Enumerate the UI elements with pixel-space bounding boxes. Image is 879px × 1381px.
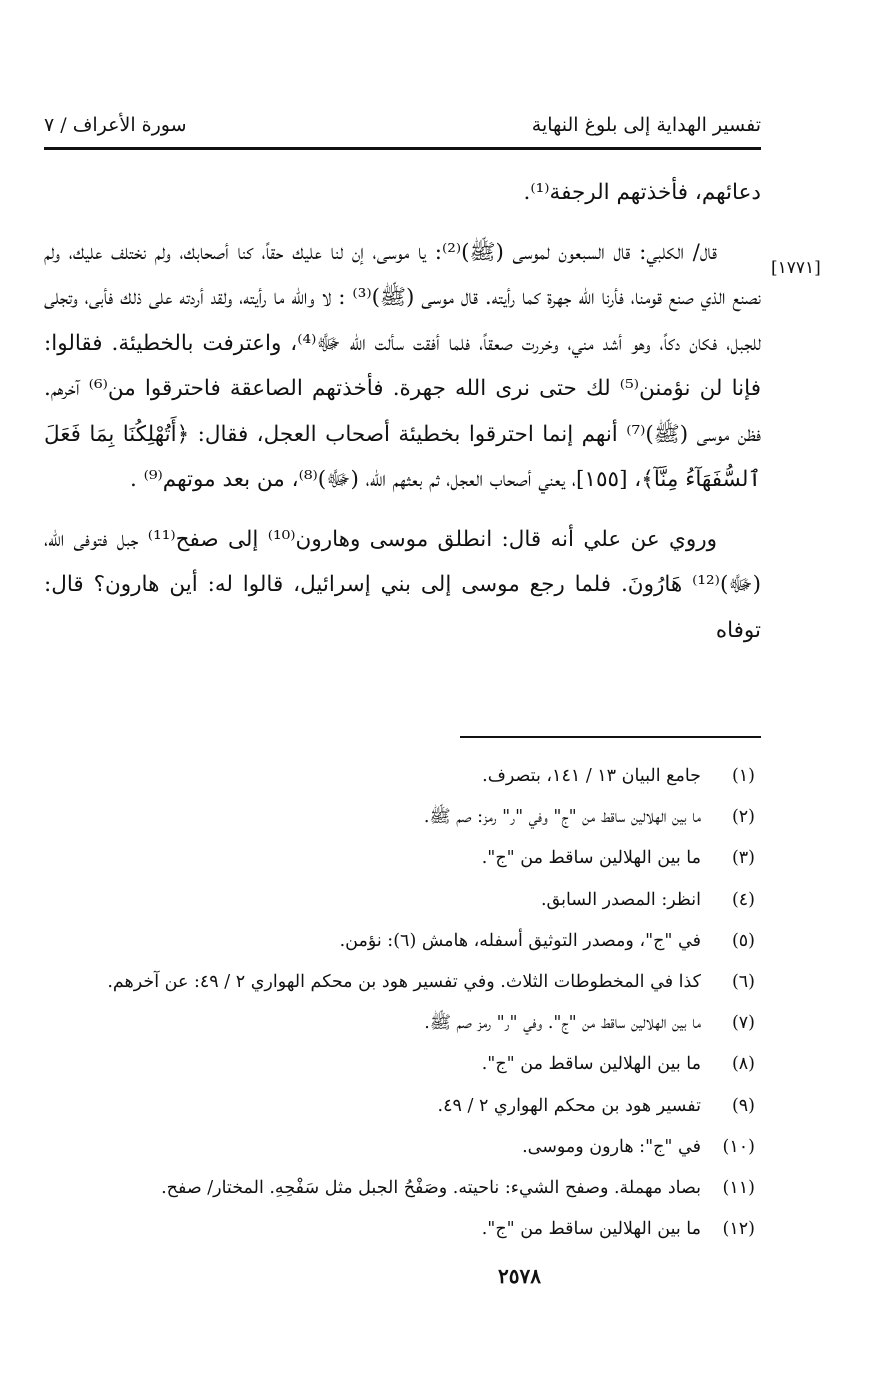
- footnote-item: [44, 1168, 755, 1209]
- manuscript-folio-marker: [١٧٧١]: [771, 258, 821, 278]
- footnote-text: تفسير هود بن محكم الهواري ٢ / ٤٩.: [437, 1095, 701, 1116]
- footnote-number: (٢): [731, 807, 755, 828]
- book-title: تفسير الهداية إلى بلوغ النهاية: [531, 114, 761, 136]
- footnote-text: ما بين الهلالين ساقط من "ج".: [481, 1219, 701, 1240]
- footnote-item: [44, 921, 755, 962]
- footnote-number: (١١): [722, 1178, 755, 1199]
- footnote-item: [44, 880, 755, 921]
- footnote-number: (٤): [731, 889, 755, 910]
- paragraph-2: قال/ الكلبي: قال السبعون لموسى (ﷺ)⁽²⁾: يا موسى، إن لنا عليك حقاً، كنا أصحابك، ولم نختلف عليك، ولم نصنع الذي صنع قومنا، فأرنا الله جهرة كما رأيته. قال موسى (ﷺ)⁽³⁾ : لا والله ما رأيته، ولقد أردته على ذلك فأبى، وتجلى للجبل، فكان دكاً، وهو أشد مني، وخررت صعقاً، فلما أفقت سألت الله ﷻ⁽⁴⁾، واعترفت بالخطيئة. فقالوا: فإنا لن نؤمنن⁽⁵⁾ لك حتى نرى الله جهرة. فأخذتهم الصاعقة فاحترقوا من⁽⁶⁾ آخرهم. فظن موسى (ﷺ)⁽⁷⁾ أنهم إنما احترقوا بخطيئة أصحاب العجل، فقال: ﴿أَتُهْلِكُنَا بِمَا فَعَلَ ٱلسُّفَهَآءُ مِنَّآ﴾، [١٥٥]، يعني أصحاب العجل، ثم بعثهم الله، (ﷻ)⁽⁸⁾، من بعد موتهم⁽⁹⁾ .: [44, 239, 761, 492]
- footnote-text: في "ج": هارون وموسى.: [522, 1136, 701, 1157]
- footnote-item: [44, 962, 755, 1003]
- footnote-item: [44, 797, 755, 838]
- page-number: ٢٥٧٨: [498, 1264, 541, 1288]
- footnote-text: في "ج"، ومصدر التوثيق أسفله، هامش (٦): نؤمن.: [339, 930, 701, 951]
- main-text: [44, 170, 761, 667]
- footnote-text: ما بين الهلالين ساقط من "ج".: [481, 1054, 701, 1075]
- footnote-item: [44, 1003, 755, 1044]
- footnotes-list: [44, 756, 755, 1250]
- paragraph-1: دعائهم، فأخذتهم الرجفة⁽¹⁾.: [523, 180, 761, 205]
- footnote-item: [44, 1044, 755, 1085]
- header-divider: [44, 147, 761, 150]
- footnote-divider: [460, 736, 761, 738]
- footnote-item: [44, 1086, 755, 1127]
- footnote-number: (١٢): [722, 1219, 755, 1240]
- footnote-text: ما بين الهلالين ساقط من "ج". وفي "ر" رمز صم ﷺ.: [424, 1013, 701, 1034]
- surah-label: سورة الأعراف / ٧: [44, 114, 187, 136]
- footnote-number: (١٠): [722, 1136, 755, 1157]
- footnote-number: (١): [731, 766, 755, 786]
- footnote-number: (٩): [731, 1095, 755, 1116]
- footnote-text: انظر: المصدر السابق.: [540, 889, 701, 910]
- paragraph-3: وروي عن علي أنه قال: انطلق موسى وهارون⁽¹⁰⁾ إلى صفح⁽¹¹⁾ جبل فتوفى الله، (ﷻ)⁽¹²⁾ هَارُونَ. فلما رجع موسى إلى بني إسرائيل، قالوا له: أين هارون؟ قال: توفاه: [44, 526, 761, 643]
- footnote-text: ما بين الهلالين ساقط من "ج" وفي "ر" رمز: صم ﷺ.: [423, 807, 701, 828]
- footnote-item: [44, 756, 755, 797]
- footnote-item: [44, 1209, 755, 1250]
- footnote-text: بصاد مهملة. وصفح الشيء: ناحيته. وصَفْحُ الجبل مثل سَفْحِهِ. المختار/ صفح.: [161, 1178, 701, 1199]
- footnote-text: كذا في المخطوطات الثلاث. وفي تفسير هود بن محكم الهواري ٢ / ٤٩: عن آخرهم.: [107, 972, 701, 993]
- footnote-item: [44, 1127, 755, 1168]
- footnote-number: (٧): [731, 1013, 755, 1034]
- footnote-text: جامع البيان ١٣ / ١٤١، بتصرف.: [482, 766, 701, 786]
- footnote-text: ما بين الهلالين ساقط من "ج".: [481, 848, 701, 869]
- footnote-number: (٦): [731, 972, 755, 993]
- footnote-item: [44, 838, 755, 879]
- footnote-number: (٨): [731, 1054, 755, 1075]
- running-header: [44, 108, 761, 148]
- footnote-number: (٣): [731, 848, 755, 869]
- footnote-number: (٥): [731, 930, 755, 951]
